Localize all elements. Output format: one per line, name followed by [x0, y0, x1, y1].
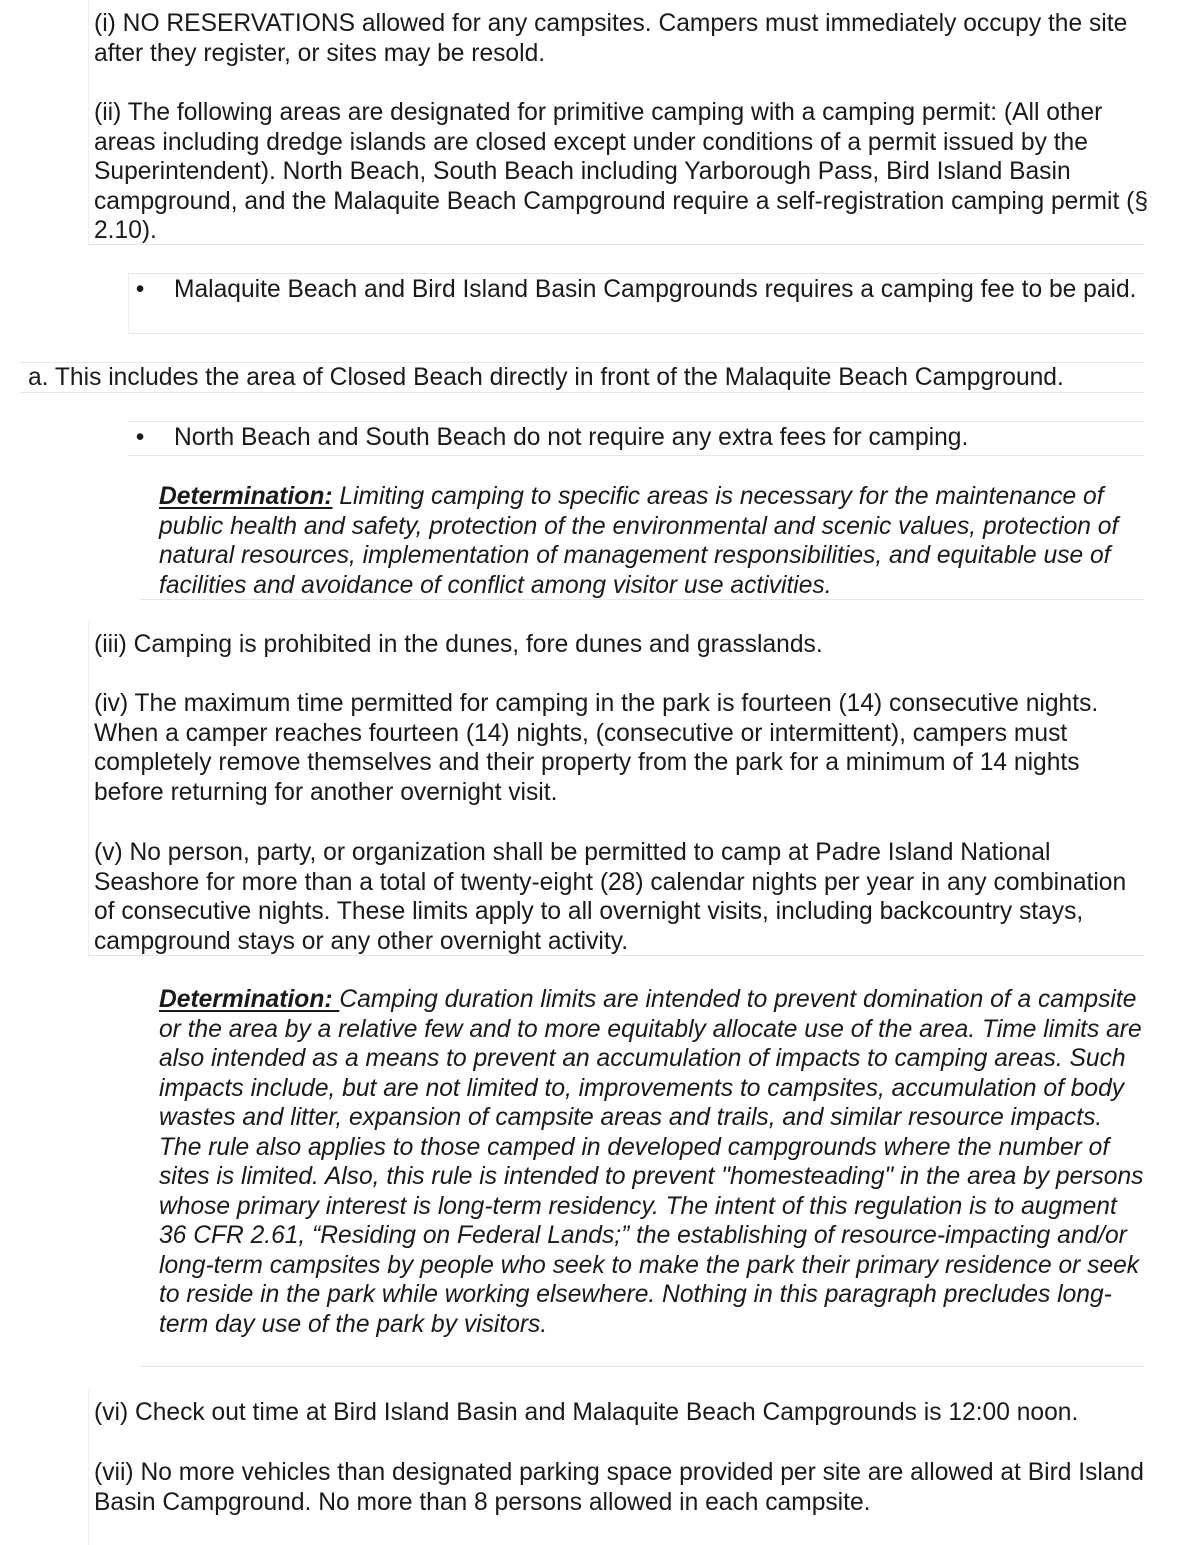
determination-text: Camping duration limits are intended to prevent domination of a campsite or the area by a relative few and to more equitably allocate use of the area. Time limits are also intended as a means to prevent an accumulation of impacts to camping areas. Such impacts include, but are not limited to, improvements to campsites, accumulation of body wastes and litter, expansion of campsite areas and trails, and similar resource impacts. The rule also applies to those camped in developed campgrounds where the number of sites is limited. Also, this rule is intended to prevent "homesteading" in the area by persons whose primary interest is long-term residency. The intent of this regulation is to augment 36 CFR 2.61, “Residing on Federal Lands;” the establishing of resource-impacting and/or long-term campsites by people who seek to make the park their primary residence or seek to reside in the park while working elsewhere. Nothing in this paragraph precludes long-term day use of the park by visitors. — [159, 986, 1144, 1338]
cell-border-left — [88, 622, 89, 955]
list-item-text: North Beach and South Beach do not require any extra fees for camping. — [174, 424, 969, 451]
determination-label: Determination: — [159, 986, 340, 1013]
paragraph-iv: (iv) The maximum time permitted for camping in the park is fourteen (14) consecutive nights. When a camper reaches fourteen (14) nights, (consecutive or intermittent), campers must completely remove themselves and their property from the park for a minimum of 14 nights before returning for another overnight visit. — [94, 690, 1099, 806]
cell-border-left — [88, 1390, 89, 1545]
bullet-icon: • — [135, 276, 145, 303]
bullet-icon: • — [135, 424, 145, 451]
cell-border-left — [128, 273, 129, 333]
cell-border — [128, 421, 1144, 422]
list-item — [130, 275, 1140, 335]
paragraph-ii: (ii) The following areas are designated for primitive camping with a camping permit: (All other areas including dredge islands are closed except under conditions of a permit issued by the Superintendent). North Beach, South Beach including Yarborough Pass, Bird Island Basin campground, and the Malaquite Beach Campground require a self-registration camping permit (§ 2.10). — [94, 99, 1149, 244]
paragraph-v: (v) No person, party, or organization shall be permitted to camp at Padre Island National Seashore for more than a total of twenty-eight (28) calendar nights per year in any combination of consecutive nights. These limits apply to all overnight visits, including backcountry stays, campground stays or any other overnight activity. — [94, 839, 1127, 955]
determination-1 — [159, 482, 1149, 600]
note-a: a. This includes the area of Closed Beach directly in front of the Malaquite Beach Campground. — [28, 364, 1064, 391]
cell-border — [128, 455, 1144, 456]
determination-label: Determination: — [159, 483, 333, 510]
paragraph-i: (i) NO RESERVATIONS allowed for any campsites. Campers must immediately occupy the site after they register, or sites may be resold. — [94, 10, 1128, 67]
paragraph-vii: (vii) No more vehicles than designated parking space provided per site are allowed at Bird Island Basin Campground. No more than 8 persons allowed in each campsite. — [94, 1459, 1144, 1516]
paragraph-vi: (vi) Check out time at Bird Island Basin and Malaquite Beach Campgrounds is 12:00 noon. — [94, 1399, 1079, 1426]
cell-border — [140, 1366, 1144, 1367]
determination-2 — [159, 985, 1149, 1339]
determination-text: Limiting camping to specific areas is necessary for the maintenance of public health and safety, protection of the environmental and scenic values, protection of natural resources, implementation of management responsibilities, and equitable use of facilities and avoidance of conflict among visitor use activities. — [159, 483, 1119, 599]
list-item-text: Malaquite Beach and Bird Island Basin Campgrounds requires a camping fee to be paid. — [174, 276, 1137, 303]
paragraph-iii: (iii) Camping is prohibited in the dunes, fore dunes and grasslands. — [94, 631, 823, 658]
cell-border-left — [88, 0, 89, 244]
cell-border — [128, 273, 1144, 274]
list-item — [130, 423, 1140, 453]
